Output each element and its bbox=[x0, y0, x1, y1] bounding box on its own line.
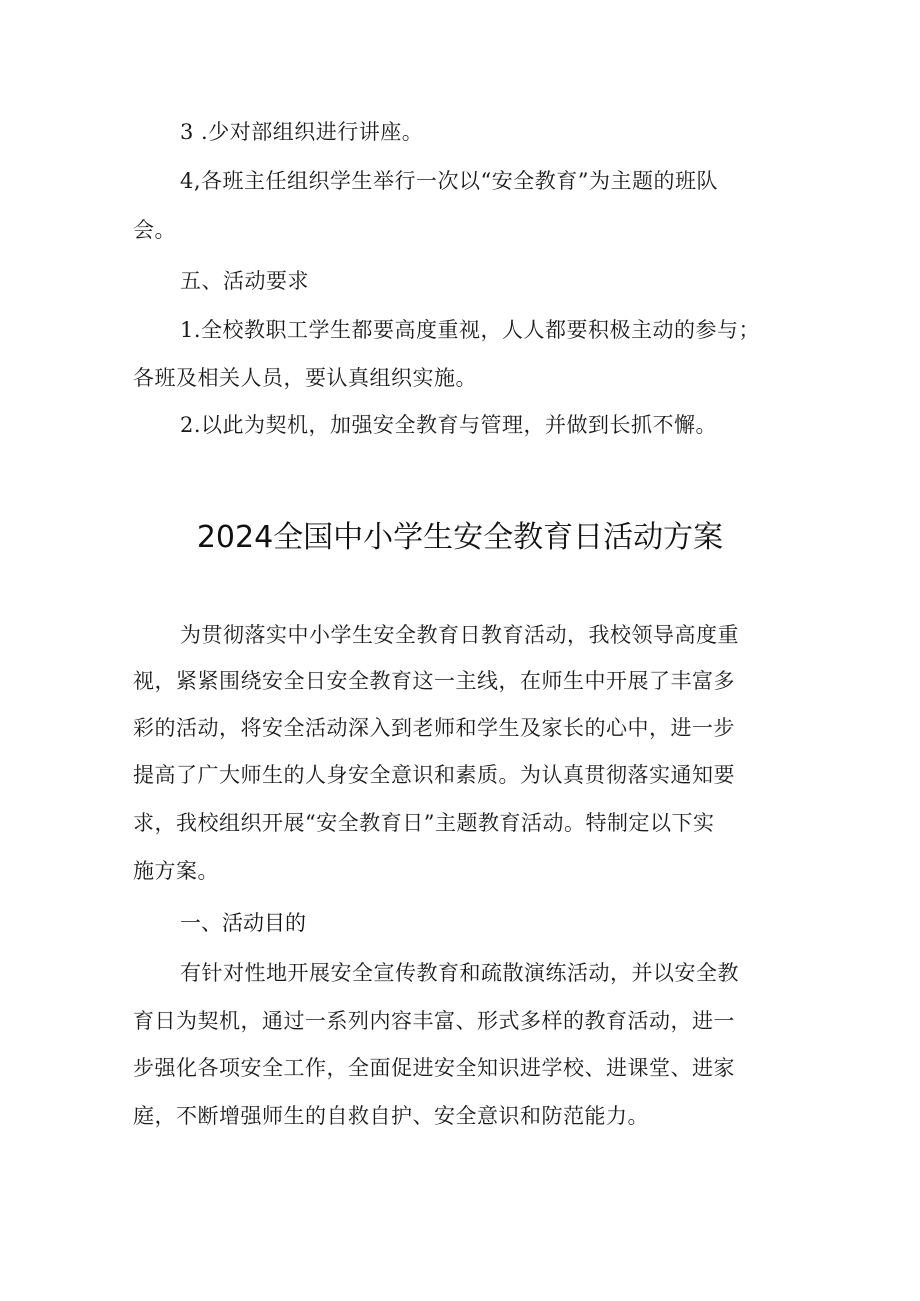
intro-line-1: 为贯彻落实中小学生安全教育日教育活动，我校领导高度重 bbox=[180, 623, 739, 647]
requirement-1-line-2: 各班及相关人员，要认真组织实施。 bbox=[133, 366, 477, 390]
item-4-text-line-2: 会。 bbox=[133, 218, 176, 242]
intro-line-4: 提高了广大师生的人身安全意识和素质。为认真贯彻落实通知要 bbox=[133, 763, 735, 787]
section-1-line-4: 庭，不断增强师生的自救自护、安全意识和防范能力。 bbox=[133, 1104, 649, 1128]
item-4-text-line-1: 4,各班主任组织学生举行一次以“安全教育”为主题的班队 bbox=[180, 169, 719, 193]
intro-line-5: 求，我校组织开展“安全教育日”主题教育活动。特制定以下实 bbox=[133, 811, 715, 835]
document-title: 2024全国中小学生安全教育日活动方案 bbox=[196, 520, 724, 555]
intro-line-3: 彩的活动，将安全活动深入到老师和学生及家长的心中，进一步 bbox=[133, 716, 735, 740]
item-3-text: 3 .少对部组织进行讲座。 bbox=[180, 120, 424, 144]
section-1-heading: 一、活动目的 bbox=[180, 911, 306, 935]
section-1-line-3: 步强化各项安全工作，全面促进安全知识进学校、进课堂、进家 bbox=[133, 1056, 735, 1080]
requirement-2-text: 2.以此为契机，加强安全教育与管理，并做到长抓不懈。 bbox=[180, 413, 718, 437]
section-1-line-2: 育日为契机，通过一系列内容丰富、形式多样的教育活动，进一 bbox=[133, 1009, 735, 1033]
intro-line-2: 视，紧紧围绕安全日安全教育这一主线，在师生中开展了丰富多 bbox=[133, 669, 735, 693]
section-5-heading: 五、活动要求 bbox=[180, 269, 309, 293]
intro-line-6: 施方案。 bbox=[133, 859, 219, 883]
requirement-1-line-1: 1.全校教职工学生都要高度重视，人人都要积极主动的参与； bbox=[180, 318, 761, 342]
section-1-line-1: 有针对性地开展安全宣传教育和疏散演练活动，并以安全教 bbox=[180, 961, 739, 985]
